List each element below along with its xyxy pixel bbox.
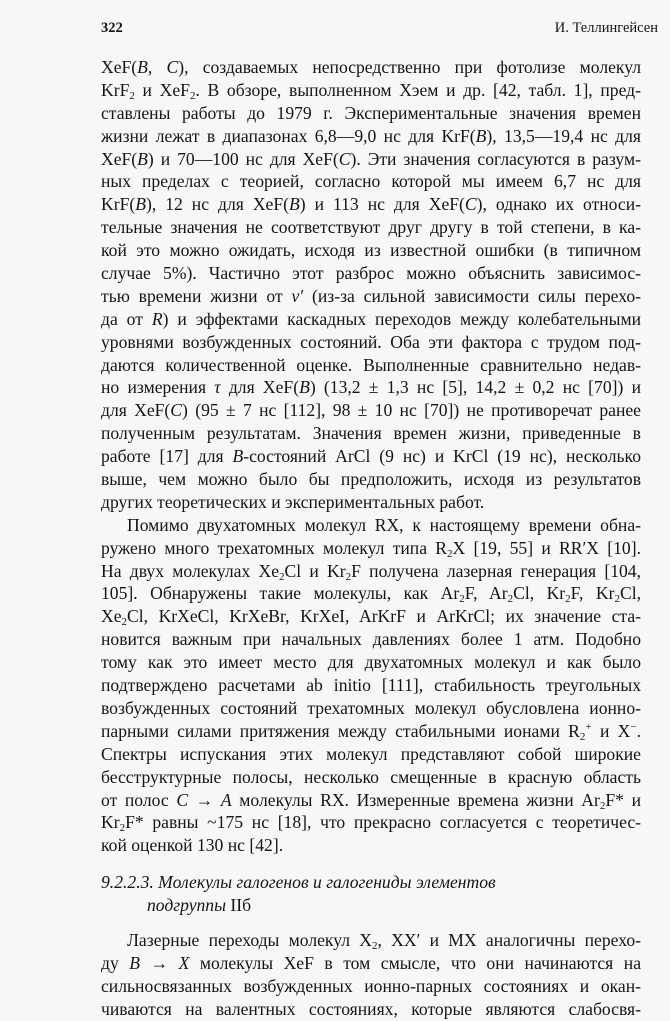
text-line: ружено много трехатомных молекул типа $R_2X$ [19, 55] и RR′X [10]. — [101, 537, 641, 560]
text-line: XeF(B) и 70—100 нс для XeF(C). Эти значения согласуются в разум- — [101, 148, 641, 169]
page-number: 322 — [101, 20, 123, 36]
paragraph-1 — [101, 56, 641, 514]
paragraph-2 — [101, 514, 641, 857]
text-line: тому как это имеет место для двухатомных молекул и как было — [101, 652, 641, 673]
text-line: ду B → X молекулы XeF в том смысле, что они начинаются на — [101, 952, 642, 973]
text-line: XeF(B, C), создаваемых непосредственно при фотолизе молекул — [101, 57, 642, 77]
text-line: бесструктурные полосы, несколько смещенные в красную область — [101, 766, 641, 787]
text-line: сильносвязанных возбужденных ионно-парных состояниях и окан- — [101, 975, 641, 996]
text-line: ных пределах с теорией, согласно которой мы имеем 6,7 нс для — [101, 171, 641, 192]
text-line: $Kr_2F*$ равны ~175 нс [18], что прекрасно согласуется с теоретичес- — [101, 812, 641, 835]
running-title: И. Теллингейсен — [554, 20, 658, 36]
text-line: возбужденных состояний трехатомных молекул обусловлена ионно- — [101, 697, 641, 718]
section-heading-line-1: 9.2.2.3. Молекулы галогенов и галогениды элементов — [101, 872, 496, 893]
text-line: подтверждено расчетами ab initio [111], стабильность треугольных — [101, 675, 641, 696]
text-line: новится важным при начальных давлениях более 1 атм. Подобно — [101, 629, 641, 650]
text-line: 105]. Обнаружены такие молекулы, как $Ar_2F$, $Ar_2Cl$, $Kr_2F$, $Kr_2Cl$, — [101, 583, 641, 606]
text-line: выше, чем можно было бы предположить, исходя из результатов — [101, 469, 641, 490]
text-line: Спектры испускания этих молекул представляют собой широкие — [101, 743, 641, 764]
text-line: $Xe_2Cl$, KrXeCl, KrXeBr, KrXeI, ArKrF и ArKrCl; их значение ста- — [101, 606, 641, 629]
text-line: жизни лежат в диапазонах 6,8—9,0 нс для KrF(B), 13,5—19,4 нс для — [101, 125, 641, 146]
text-line: кой это можно ожидать, исходя из известной ошибки (в типичном — [101, 240, 641, 261]
running-header — [101, 20, 658, 42]
text-line: Лазерные переходы молекул $X_2$, XX′ и MX аналогичны перехо- — [127, 929, 641, 952]
text-line: но измерения τ для XeF(B) (13,2 ± 1,3 нс [5], 14,2 ± 0,2 нс [70]) и — [101, 377, 641, 398]
text-line: других теоретических и экспериментальных работ. — [101, 491, 485, 512]
text-line: кой оценкой 130 нс [42]. — [101, 835, 284, 856]
text-line: полученным результатам. Значения времен жизни, приведенные в — [101, 423, 641, 444]
text-line: тью времени жизни от v′ (из-за сильной зависимости силы перехо- — [101, 285, 641, 306]
text-line: тельные значения не соответствуют друг другу в той степени, в ка- — [101, 217, 641, 238]
text-line: случае 5%). Частично этот разброс можно объяснить зависимос- — [101, 263, 641, 284]
text-line: работе [17] для B-состояний ArCl (9 нс) и KrCl (19 нс), несколько — [101, 446, 641, 467]
paragraph-3 — [101, 929, 641, 1021]
text-line: KrF(B), 12 нс для XeF(B) и 113 нс для XeF(C), однако их относи- — [101, 194, 641, 215]
section-heading — [101, 871, 641, 917]
text-line: да от R) и эффектами каскадных переходов между колебательными — [101, 308, 642, 329]
text-line: чиваются на валентных состояниях, которые являются слабосвя- — [101, 998, 641, 1019]
text-line: На двух молекулах $Xe_2Cl$ и $Kr_2F$ получена лазерная генерация [104, — [101, 560, 641, 583]
text-line: от полос C → A молекулы RX. Измеренные времена жизни $Ar_2F*$ и — [101, 789, 641, 812]
section-heading-line-2: подгруппы IIб — [147, 895, 252, 916]
text-line: ставлены работы до 1979 г. Экспериментальные значения времен — [101, 102, 641, 123]
text-line: парными силами притяжения между стабильными ионами $R_2^+$ и X−. — [101, 720, 642, 743]
text-line: даются количественной оценке. Выполненные сравнительно недав- — [101, 354, 641, 375]
text-line: Помимо двухатомных молекул RX, к настоящему времени обна- — [127, 514, 641, 535]
text-line: уровнями возбужденных состояний. Оба эти фактора с трудом под- — [101, 331, 641, 352]
text-line: для XeF(C) (95 ± 7 нс [112], 98 ± 10 нс [70]) не противоречат ранее — [101, 400, 641, 421]
text-body — [101, 56, 641, 1021]
text-line: KrF$_2$ и XeF$_2$. В обзоре, выполненном Хэем и др. [42, табл. 1], пред- — [101, 79, 641, 102]
